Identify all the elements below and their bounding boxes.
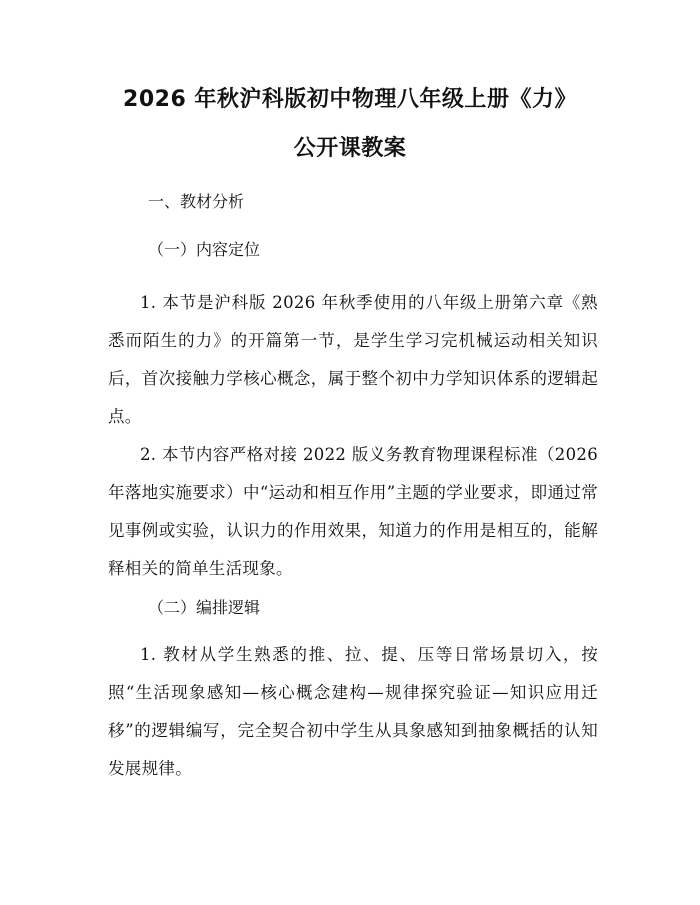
- subsection-heading-arrangement-logic: （二）编排逻辑: [148, 598, 261, 617]
- document-title-line-2: 公开课教案: [293, 136, 407, 161]
- document-title-line-1: 2026 年秋沪科版初中物理八年级上册《力》: [123, 87, 577, 112]
- paragraph-content-positioning-2: 2. 本节内容严格对接 2022 版义务教育物理课程标准（2026 年落地实施要求）中“运动和相互作用”主题的学业要求，即通过常见事例或实验，认识力的作用效果，知道力的作用是相互的，能解释相关的简单生活现象。: [108, 445, 598, 578]
- paragraph-arrangement-logic-1: 1. 教材从学生熟悉的推、拉、提、压等日常场景切入，按照“生活现象感知—核心概念建构—规律探究验证—知识应用迁移”的逻辑编写，完全契合初中学生从具象感知到抽象概括的认知发展规律。: [108, 645, 598, 778]
- section-heading-textbook-analysis: 一、教材分析: [148, 192, 245, 211]
- paragraph-content-positioning-1: 1. 本节是沪科版 2026 年秋季使用的八年级上册第六章《熟悉而陌生的力》的开篇第一节，是学生学习完机械运动相关知识后，首次接触力学核心概念，属于整个初中力学知识体系的逻辑起点。: [108, 293, 598, 426]
- subsection-heading-content-positioning: （一）内容定位: [148, 240, 261, 259]
